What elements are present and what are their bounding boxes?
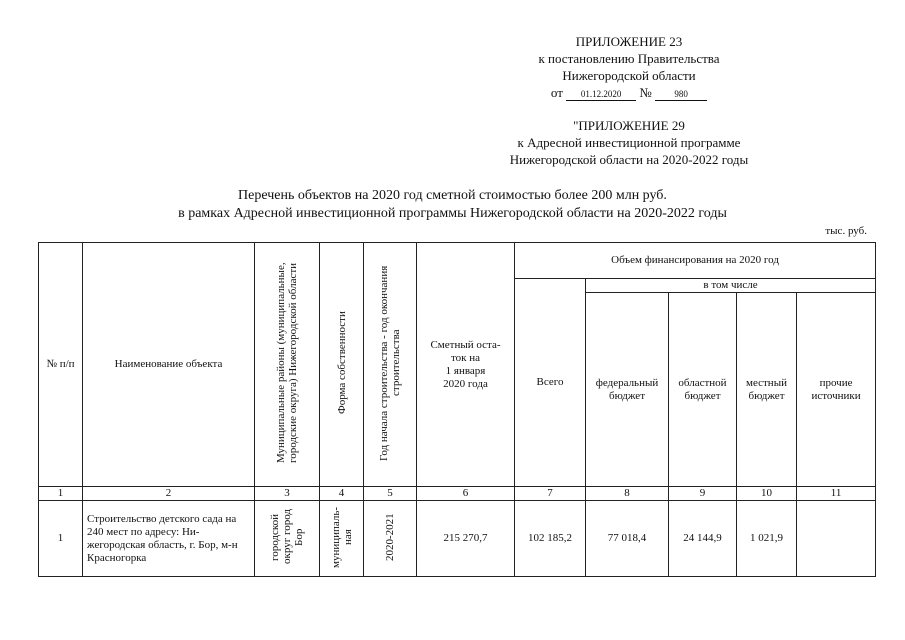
row-district-text: городской округ город Бор	[269, 509, 305, 564]
header-num: № п/п	[39, 243, 83, 487]
decree-number: 980	[655, 89, 707, 101]
row-local: 1 021,9	[737, 501, 797, 577]
col-number-3: 3	[255, 487, 320, 501]
col-number-6: 6	[417, 487, 515, 501]
row-object-name: Строительство детского сада на 240 мест по адресу: Ни-жегородская область, г. Бор, м-н Красногорка	[83, 501, 255, 577]
objects-table	[38, 242, 876, 577]
header-funding: Объем финансирования на 2020 год	[515, 243, 876, 279]
document-title	[0, 187, 905, 223]
row-district	[255, 501, 320, 577]
col-number-1: 1	[39, 487, 83, 501]
appendix-29-line2: к Адресной инвестиционной программе	[517, 135, 741, 150]
header-name: Наименование объекта	[83, 243, 255, 487]
document-title-line1: Перечень объектов на 2020 год сметной стоимостью более 200 млн руб.	[238, 188, 667, 203]
row-remaining: 215 270,7	[417, 501, 515, 577]
date-prefix: от	[550, 85, 563, 100]
appendix-29-line3: Нижегородской области на 2020-2022 годы	[509, 152, 749, 167]
row-num: 1	[39, 501, 83, 577]
header-regional: областной бюджет	[669, 293, 737, 487]
header-district-text: Муниципальные районы (муниципальные, городские округа) Нижегородской области	[275, 262, 299, 463]
table-row	[39, 501, 876, 577]
header-total: Всего	[515, 279, 586, 487]
row-total: 102 185,2	[515, 501, 586, 577]
row-other	[797, 501, 876, 577]
col-number-2: 2	[83, 487, 255, 501]
appendix-23-line2: к постановлению Правительства	[538, 51, 720, 66]
col-number-8: 8	[586, 487, 669, 501]
number-sign: №	[639, 85, 652, 100]
header-other: прочие источники	[797, 293, 876, 487]
header-federal: федеральный бюджет	[586, 293, 669, 487]
header-ownership	[320, 243, 364, 487]
row-years-text: 2020-2021	[384, 512, 396, 561]
document-title-line2: в рамках Адресной инвестиционной программы Нижегородской области на 2020-2022 годы	[178, 206, 727, 221]
col-number-5: 5	[364, 487, 417, 501]
header-ownership-text: Форма собственности	[335, 311, 348, 414]
row-ownership-text: муниципаль-ная	[329, 505, 354, 568]
appendix-23-header	[520, 33, 738, 101]
header-remaining: Сметный оста- ток на 1 января 2020 года	[417, 243, 515, 487]
col-number-9: 9	[669, 487, 737, 501]
row-years	[364, 501, 417, 577]
column-number-row	[39, 487, 876, 501]
units-label: тыс. руб.	[825, 225, 867, 237]
header-local: местный бюджет	[737, 293, 797, 487]
header-years	[364, 243, 417, 487]
header-district	[255, 243, 320, 487]
col-number-7: 7	[515, 487, 586, 501]
col-number-4: 4	[320, 487, 364, 501]
col-number-11: 11	[797, 487, 876, 501]
appendix-23-line3: Нижегородской области	[562, 68, 696, 83]
col-number-10: 10	[737, 487, 797, 501]
header-including: в том числе	[586, 279, 876, 293]
appendix-23-title: ПРИЛОЖЕНИЕ 23	[575, 34, 683, 49]
decree-date: 01.12.2020	[566, 89, 636, 101]
row-regional: 24 144,9	[669, 501, 737, 577]
row-federal: 77 018,4	[586, 501, 669, 577]
header-years-text: Год начала строительства - год окончания строительства	[378, 264, 402, 461]
row-ownership	[320, 501, 364, 577]
appendix-29-header	[470, 117, 788, 168]
appendix-29-title: "ПРИЛОЖЕНИЕ 29	[573, 118, 685, 133]
appendix-23-date-line	[520, 84, 738, 101]
